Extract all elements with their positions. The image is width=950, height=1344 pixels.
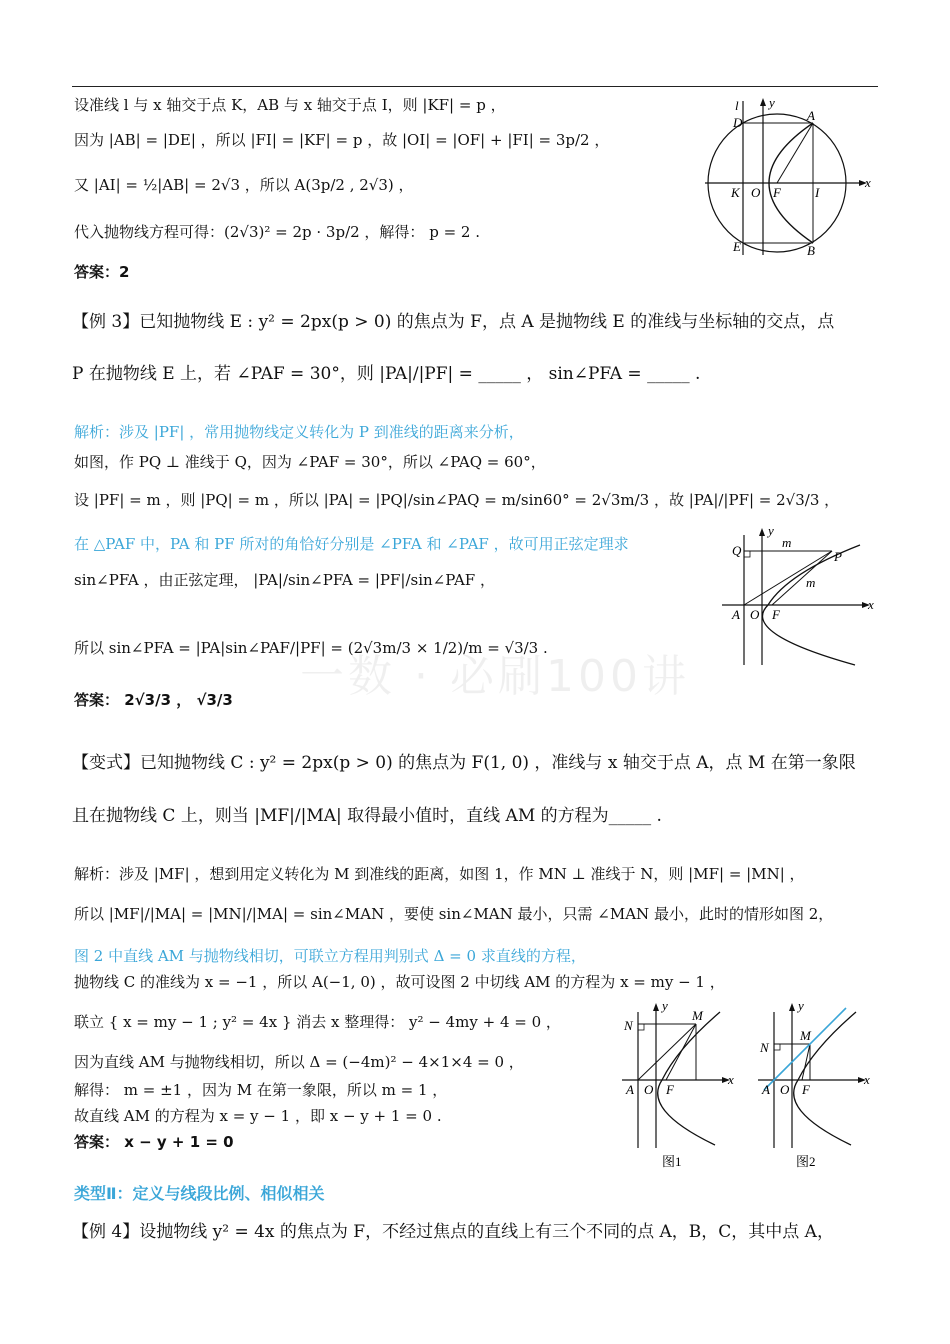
figure-parabola-example-3 [720,525,880,670]
label-D: D [733,115,743,130]
text-line: 设 |PF| = m ，则 |PQ| = m ，所以 |PA| = |PQ|/sin∠PAQ = m/sin60° = 2√3m/3 ，故 |PA|/|PF| = 2√3/3 ， [74,491,840,509]
answer: 答案： 2√3/3 ， √3/3 [74,691,233,709]
variant-stem: 且在抛物线 C 上，则当 |MF|/|MA| 取得最小值时，直线 AM 的方程为_____ . [72,806,662,826]
label-E: E [733,239,741,254]
label-y: y [769,95,775,110]
label-A: A [762,1082,770,1097]
label-A: A [732,607,740,622]
text-line: 代入抛物线方程可得：(2√3)² = 2p · 3p/2 ，解得： p = 2 . [74,223,480,241]
text-line: 所以 sin∠PFA = |PA|sin∠PAF/|PF| = (2√3m/3 × 1/2)/m = √3/3 . [74,639,548,657]
label-B: B [807,243,815,258]
tangent-line [764,1008,846,1090]
label-x: x [865,175,871,190]
text-line: 设准线 l 与 x 轴交于点 K，AB 与 x 轴交于点 I，则 |KF| = p ， [74,96,506,114]
label-O: O [644,1082,654,1097]
label-O: O [751,185,761,200]
header-rule [72,86,878,87]
label-M: M [692,1008,703,1023]
label-y: y [798,998,804,1013]
label-A: A [626,1082,634,1097]
text-line: 所以 |MF|/|MA| = |MN|/|MA| = sin∠MAN ，要使 sin∠MAN 最小，只需 ∠MAN 最小，此时的情形如图 2， [74,905,834,923]
variant-stem: 【变式】已知抛物线 C : y² = 2px(p > 0) 的焦点为 F(1, 0) ，准线与 x 轴交于点 A，点 M 在第一象限 [72,753,856,773]
label-M: M [800,1028,811,1043]
text-line: sin∠PFA ，由正弦定理， |PA|/sin∠PFA = |PF|/sin∠PAF ， [74,571,495,589]
label-m: m [806,575,816,590]
text-line: 因为直线 AM 与抛物线相切，所以 Δ = (−4m)² − 4×1×4 = 0 ， [74,1053,524,1071]
label-F: F [802,1082,810,1097]
label-N: N [624,1018,633,1033]
analysis-line: 解析：涉及 |PF| ，常用抛物线定义转化为 P 到准线的距离来分析， [74,423,524,441]
figure-variant-1 [620,1000,740,1170]
example-3-stem: P 在抛物线 E 上，若 ∠PAF = 30°，则 |PA|/|PF| = _____ ， sin∠PFA = _____ . [72,364,701,384]
text-line: 因为 |AB| = |DE| ，所以 |FI| = |KF| = p ，故 |OI| = |OF| + |FI| = 3p/2 ， [74,131,610,149]
label-x: x [868,597,874,612]
section-heading: 类型Ⅱ：定义与线段比例、相似相关 [74,1184,325,1203]
figure-caption: 图1 [662,1154,682,1169]
label-O: O [780,1082,790,1097]
answer: 答案： x − y + 1 = 0 [74,1133,234,1151]
label-I: I [815,185,820,200]
example-4-stem: 【例 4】设抛物线 y² = 4x 的焦点为 F，不经过焦点的直线上有三个不同的点 A，B，C，其中点 A， [72,1222,834,1242]
label-x: x [864,1072,870,1087]
label-F: F [773,185,781,200]
figure-circle-parabola [695,95,875,260]
watermark: 一数 · 必刷100讲 [300,651,690,702]
label-l: l [735,98,739,113]
label-O: O [750,607,760,622]
analysis-line: 解析：涉及 |MF| ，想到用定义转化为 M 到准线的距离，如图 1，作 MN ⊥ 准线于 N，则 |MF| = |MN| ， [74,865,805,883]
text-line: 解得： m = ±1 ，因为 M 在第一象限，所以 m = 1 ， [74,1081,448,1099]
analysis-line: 图 2 中直线 AM 与抛物线相切，可联立方程用判别式 Δ = 0 求直线的方程， [74,947,586,965]
text-line: 联立 { x = my − 1 ; y² = 4x } 消去 x 整理得： y² − 4my + 4 = 0 ， [74,1013,561,1031]
label-x: x [728,1072,734,1087]
example-3-stem: 【例 3】已知抛物线 E : y² = 2px(p > 0) 的焦点为 F，点 A 是抛物线 E 的准线与坐标轴的交点，点 [72,312,835,332]
label-Q: Q [732,543,742,558]
label-N: N [760,1040,769,1055]
answer: 答案：2 [74,263,130,281]
text-line: 如图，作 PQ ⊥ 准线于 Q，因为 ∠PAF = 30°，所以 ∠PAQ = 60°， [74,453,546,471]
label-F: F [772,607,780,622]
figure-variant-2 [756,1000,876,1170]
text-line: 抛物线 C 的准线为 x = −1 ，所以 A(−1, 0) ，故可设图 2 中切线 AM 的方程为 x = my − 1 ， [74,973,725,991]
label-F: F [666,1082,674,1097]
figure-caption: 图2 [796,1154,816,1169]
label-m: m [782,535,792,550]
label-A: A [807,108,815,123]
analysis-line: 在 △PAF 中，PA 和 PF 所对的角恰好分别是 ∠PFA 和 ∠PAF ，故可用正弦定理求 [74,535,629,553]
label-y: y [662,998,668,1013]
label-y: y [768,523,774,538]
text-line: 故直线 AM 的方程为 x = y − 1 ，即 x − y + 1 = 0 . [74,1107,442,1125]
label-P: P [834,549,842,564]
label-K: K [731,185,740,200]
text-line: 又 |AI| = ½|AB| = 2√3 ，所以 A(3p/2 , 2√3) ， [74,176,414,194]
